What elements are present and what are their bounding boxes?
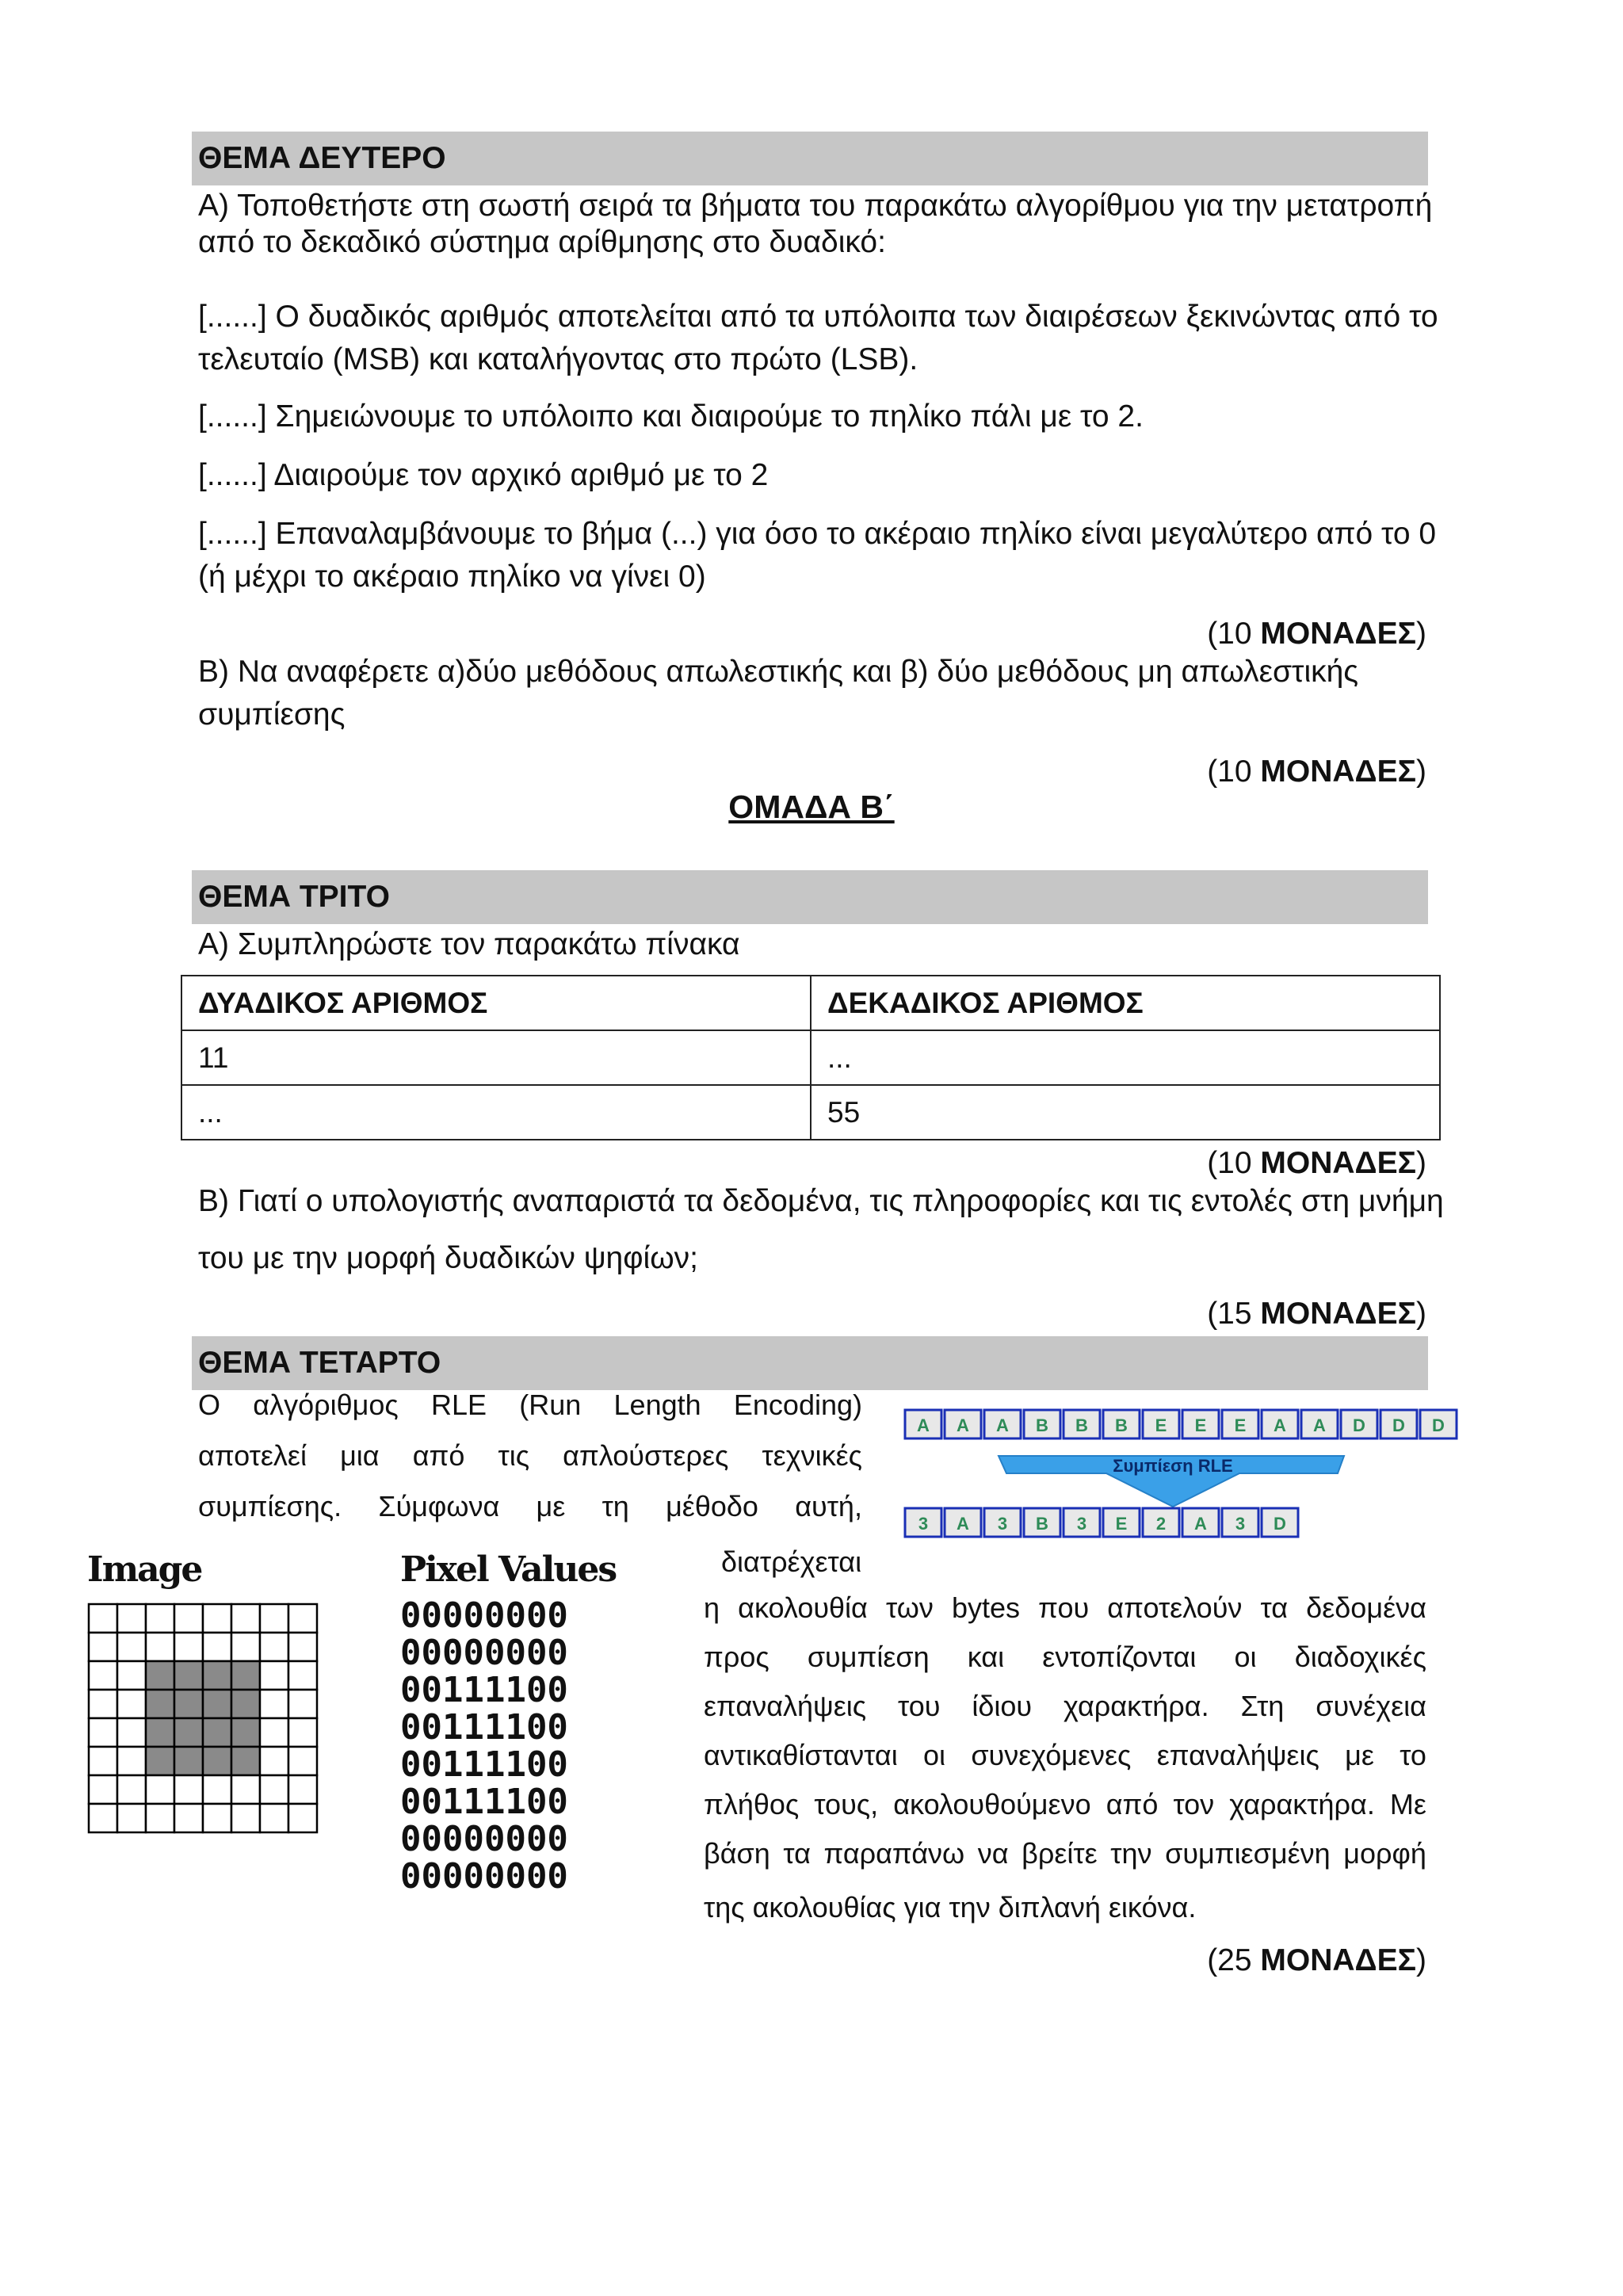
theme2-b-line2: συμπίεσης — [198, 697, 346, 732]
grid-cell — [174, 1633, 203, 1661]
grid-cell — [288, 1747, 317, 1775]
grid-cell — [89, 1775, 117, 1804]
word: τα — [1260, 1591, 1289, 1624]
rle-input-cell-char: A — [1313, 1415, 1326, 1435]
word: συμπίεσης. — [198, 1490, 342, 1522]
grid-cell — [174, 1604, 203, 1633]
rle-input-cell-char: A — [917, 1415, 930, 1435]
word: βρείτε — [1022, 1837, 1098, 1870]
rle-input-cell-char: E — [1234, 1415, 1247, 1435]
rle-input-cell-char: B — [1036, 1415, 1048, 1435]
grid-cell — [260, 1775, 288, 1804]
theme2-b-marks: (10 ΜΟΝΑΔΕΣ) — [1207, 755, 1426, 789]
word: τεχνικές — [762, 1439, 862, 1472]
word: διαδοχικές — [1294, 1641, 1426, 1673]
grid-cell — [203, 1804, 231, 1832]
grid-cell — [288, 1604, 317, 1633]
rle-input-cell-char: A — [996, 1415, 1009, 1435]
grid-cell — [260, 1804, 288, 1832]
grid-cell-filled — [174, 1690, 203, 1718]
pixel-row: 00111100 — [400, 1782, 568, 1822]
pixel-row: 00111100 — [400, 1744, 568, 1785]
word: οι — [1234, 1641, 1257, 1673]
rle-input-cell-char: B — [1075, 1415, 1088, 1435]
table-row — [181, 1085, 1440, 1140]
step-1-line2: τελευταίο (MSB) και καταλήγοντας στο πρώτο (LSB). — [198, 342, 918, 376]
table-header-binary: ΔΥΑΔΙΚΟΣ ΑΡΙΘΜΟΣ — [181, 976, 811, 1030]
word: συμπιεσμένη — [1165, 1837, 1331, 1870]
step-3: [......] Διαιρούμε τον αρχικό αριθμό με το 2 — [198, 458, 769, 492]
grid-cell — [203, 1775, 231, 1804]
rle-input-cell-char: E — [1155, 1415, 1167, 1435]
rle-input-cell-char: D — [1392, 1415, 1405, 1435]
theme4-left-line — [198, 1439, 862, 1473]
grid-cell — [231, 1804, 260, 1832]
word: επαναλήψεις — [704, 1690, 867, 1722]
word: πλήθος — [704, 1788, 800, 1820]
table-header-decimal: ΔΕΚΑΔΙΚΟΣ ΑΡΙΘΜΟΣ — [811, 976, 1440, 1030]
word: αντικαθίστανται — [704, 1739, 898, 1771]
word: μέθοδο — [666, 1490, 758, 1522]
grid-cell — [260, 1661, 288, 1690]
grid-cell — [89, 1633, 117, 1661]
grid-cell-filled — [203, 1747, 231, 1775]
grid-cell — [260, 1633, 288, 1661]
word: παραπάνω — [823, 1837, 965, 1870]
grid-cell-filled — [146, 1690, 174, 1718]
word: Ο — [198, 1389, 221, 1421]
grid-cell — [89, 1718, 117, 1747]
theme3-b-line1: Β) Γιατί ο υπολογιστής αναπαριστά τα δεδομένα, τις πληροφορίες και τις εντολές στη μνήμη — [198, 1184, 1444, 1218]
grid-cell-filled — [231, 1747, 260, 1775]
grid-cell-filled — [231, 1661, 260, 1690]
grid-cell-filled — [146, 1747, 174, 1775]
word: μια — [340, 1439, 380, 1472]
grid-cell — [146, 1633, 174, 1661]
grid-cell — [146, 1775, 174, 1804]
word: (Run — [519, 1389, 582, 1421]
theme4-right-first: διατρέχεται — [721, 1545, 862, 1578]
word: δεδομένα — [1306, 1591, 1426, 1624]
table-cell: 55 — [811, 1085, 1440, 1140]
grid-cell-filled — [203, 1718, 231, 1747]
word: με — [1345, 1739, 1374, 1771]
grid-cell — [117, 1775, 146, 1804]
grid-cell — [288, 1718, 317, 1747]
word: από — [1106, 1788, 1159, 1820]
grid-cell-filled — [146, 1661, 174, 1690]
image-grid — [86, 1601, 323, 1839]
rle-output-cell-char: A — [1194, 1514, 1207, 1534]
grid-cell — [117, 1718, 146, 1747]
word: και — [967, 1641, 1005, 1673]
rle-input-cell-char: A — [1274, 1415, 1286, 1435]
step-2: [......] Σημειώνουμε το υπόλοιπο και διαιρούμε το πηλίκο πάλι με το 2. — [198, 399, 1144, 434]
word: να — [977, 1837, 1009, 1870]
theme3-a-marks: (10 ΜΟΝΑΔΕΣ) — [1207, 1146, 1426, 1180]
rle-output-cell-char: B — [1036, 1514, 1048, 1534]
grid-cell-filled — [231, 1690, 260, 1718]
word: μορφή — [1343, 1837, 1426, 1870]
rle-arrow-label: Συμπίεση RLE — [1113, 1456, 1233, 1476]
grid-cell — [174, 1804, 203, 1832]
rle-output-cell-char: E — [1115, 1514, 1128, 1534]
table-row — [181, 1030, 1440, 1085]
grid-cell — [117, 1633, 146, 1661]
pixel-row: 00111100 — [400, 1670, 568, 1710]
theme2-a-marks: (10 ΜΟΝΑΔΕΣ) — [1207, 617, 1426, 651]
grid-cell — [260, 1690, 288, 1718]
theme4-left-line — [198, 1490, 862, 1523]
word: χαρακτήρα. — [1229, 1788, 1375, 1820]
word: ακολουθία — [738, 1591, 868, 1624]
grid-cell — [117, 1661, 146, 1690]
rle-output-cell-char: 2 — [1155, 1514, 1167, 1534]
grid-cell — [288, 1633, 317, 1661]
word: ίδιου — [972, 1690, 1033, 1722]
grid-cell-filled — [203, 1690, 231, 1718]
grid-cell-filled — [174, 1747, 203, 1775]
grid-cell — [288, 1690, 317, 1718]
grid-cell-filled — [203, 1661, 231, 1690]
grid-cell — [89, 1604, 117, 1633]
grid-cell — [260, 1718, 288, 1747]
theme2-b-line1: Β) Να αναφέρετε α)δύο μεθόδους απωλεστικής και β) δύο μεθόδους μη απωλεστικής — [198, 655, 1359, 689]
word: Length — [613, 1389, 701, 1421]
theme2-a-line1: Α) Τοποθετήστε στη σωστή σειρά τα βήματα του παρακάτω αλγορίθμου για την μετατροπή — [198, 189, 1433, 223]
grid-cell — [89, 1804, 117, 1832]
theme3-b-marks: (15 ΜΟΝΑΔΕΣ) — [1207, 1297, 1426, 1331]
word: Στη — [1240, 1690, 1285, 1722]
word: ακολουθούμενο — [893, 1788, 1091, 1820]
rle-output-cell-char: 3 — [918, 1514, 929, 1534]
rle-output-cell-char: D — [1274, 1514, 1286, 1534]
table-cell: ... — [811, 1030, 1440, 1085]
theme4-right-line — [704, 1584, 1426, 1633]
theme3-b-line2: του με την μορφή δυαδικών ψηφίων; — [198, 1241, 698, 1275]
step-4-line1: [......] Επαναλαμβάνουμε το βήμα (...) για όσο το ακέραιο πηλίκο είναι μεγαλύτερο από το 0 — [198, 517, 1437, 551]
pixel-row: 00000000 — [400, 1633, 568, 1673]
word: τους, — [814, 1788, 879, 1820]
table-header-row — [181, 976, 1440, 1030]
word: επαναλήψεις — [1156, 1739, 1319, 1771]
rle-output-cell-char: 3 — [1076, 1514, 1087, 1534]
word: που — [1038, 1591, 1090, 1624]
word: το — [1400, 1739, 1426, 1771]
word: Με — [1389, 1788, 1426, 1820]
pixel-row: 00000000 — [400, 1595, 568, 1636]
word: τις — [498, 1439, 530, 1472]
rle-input-cell-char: D — [1353, 1415, 1365, 1435]
grid-cell — [117, 1690, 146, 1718]
grid-cell — [231, 1775, 260, 1804]
theme4-right-line — [704, 1633, 1426, 1682]
grid-cell — [203, 1633, 231, 1661]
grid-cell — [288, 1775, 317, 1804]
step-4-line2: (ή μέχρι το ακέραιο πηλίκο να γίνει 0) — [198, 560, 706, 594]
theme4-right-line — [704, 1780, 1426, 1829]
rle-output-cell-char: 3 — [1235, 1514, 1246, 1534]
table-cell: 11 — [181, 1030, 811, 1085]
theme4-header: ΘΕΜΑ ΤΕΤΑΡΤΟ — [192, 1336, 1428, 1390]
theme4-right-last: της ακολουθίας για την διπλανή εικόνα. — [704, 1891, 1197, 1924]
word: εντοπίζονται — [1042, 1641, 1197, 1673]
word: αποτελούν — [1107, 1591, 1243, 1624]
word: την — [1110, 1837, 1152, 1870]
grid-cell-filled — [231, 1718, 260, 1747]
word: RLE — [430, 1389, 487, 1421]
grid-cell — [174, 1775, 203, 1804]
theme4-right-line — [704, 1829, 1426, 1878]
word: τον — [1173, 1788, 1215, 1820]
rle-output-cell-char: A — [957, 1514, 969, 1534]
word: από — [412, 1439, 465, 1472]
grid-cell — [89, 1747, 117, 1775]
word: των — [886, 1591, 934, 1624]
grid-cell — [117, 1747, 146, 1775]
word: προς — [704, 1641, 769, 1673]
pixel-values-label: Pixel Values — [400, 1549, 617, 1590]
theme3-a-line: Α) Συμπληρώστε τον παρακάτω πίνακα — [198, 927, 740, 961]
pixel-row: 00111100 — [400, 1707, 568, 1748]
word: αλγόριθμος — [253, 1389, 399, 1421]
pixel-row: 00000000 — [400, 1819, 568, 1859]
image-label: Image — [87, 1549, 202, 1590]
word: τη — [601, 1490, 629, 1522]
word: Encoding) — [733, 1389, 862, 1421]
word: απλούστερες — [563, 1439, 729, 1472]
grid-cell — [89, 1661, 117, 1690]
grid-cell — [146, 1804, 174, 1832]
word: η — [704, 1591, 720, 1624]
word: bytes — [951, 1591, 1020, 1624]
pixel-row: 00000000 — [400, 1856, 568, 1897]
theme3-header: ΘΕΜΑ ΤΡΙΤΟ — [192, 870, 1428, 924]
grid-cell-filled — [146, 1718, 174, 1747]
grid-cell-filled — [174, 1718, 203, 1747]
pixel-values — [400, 1597, 568, 1895]
rle-output-cell-char: 3 — [997, 1514, 1008, 1534]
table-cell: ... — [181, 1085, 811, 1140]
grid-cell — [260, 1747, 288, 1775]
word: συμπίεση — [807, 1641, 930, 1673]
word: συνέχεια — [1316, 1690, 1426, 1722]
word: χαρακτήρα. — [1064, 1690, 1209, 1722]
grid-cell — [231, 1604, 260, 1633]
theme4-right-text — [704, 1584, 1426, 1878]
conversion-table — [181, 975, 1441, 1140]
word: τα — [783, 1837, 811, 1870]
word: αυτή, — [795, 1490, 862, 1522]
grid-cell — [288, 1804, 317, 1832]
rle-input-cell-char: A — [957, 1415, 969, 1435]
grid-cell — [146, 1604, 174, 1633]
word: συνεχόμενες — [971, 1739, 1132, 1771]
word: αποτελεί — [198, 1439, 307, 1472]
word: οι — [922, 1739, 946, 1771]
theme4-left-line — [198, 1389, 862, 1422]
group-title: ΟΜΑΔΑ Β΄ — [728, 789, 895, 825]
grid-cell — [231, 1633, 260, 1661]
rle-diagram — [903, 1407, 1465, 1549]
grid-cell — [260, 1604, 288, 1633]
theme2-header: ΘΕΜΑ ΔΕΥΤΕΡΟ — [192, 132, 1428, 185]
theme4-marks: (25 ΜΟΝΑΔΕΣ) — [1207, 1943, 1426, 1977]
rle-input-cell-char: B — [1115, 1415, 1128, 1435]
grid-cell — [117, 1604, 146, 1633]
rle-input-cell-char: E — [1194, 1415, 1207, 1435]
grid-cell-filled — [174, 1661, 203, 1690]
word: με — [536, 1490, 566, 1522]
rle-input-cell-char: D — [1432, 1415, 1445, 1435]
grid-cell — [117, 1804, 146, 1832]
step-1-line1: [......] Ο δυαδικός αριθμός αποτελείται από τα υπόλοιπα των διαιρέσεων ξεκινώντας από το — [198, 300, 1438, 334]
grid-cell — [288, 1661, 317, 1690]
word: βάση — [704, 1837, 770, 1870]
grid-cell — [89, 1690, 117, 1718]
theme4-right-line — [704, 1682, 1426, 1731]
theme4-right-line — [704, 1731, 1426, 1780]
word: του — [898, 1690, 941, 1722]
word: Σύμφωνα — [378, 1490, 500, 1522]
grid-cell — [203, 1604, 231, 1633]
theme2-a-line2: από το δεκαδικό σύστημα αρίθμησης στο δυαδικό: — [198, 225, 886, 259]
